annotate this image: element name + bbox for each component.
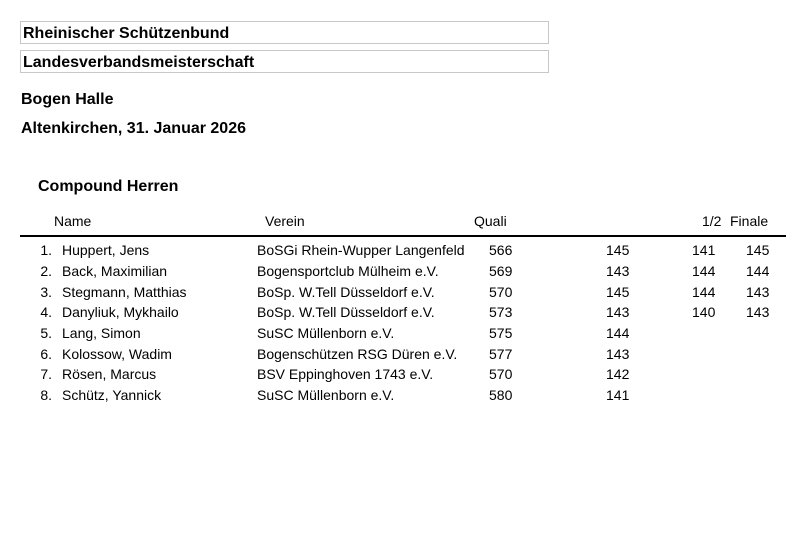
category-heading: Compound Herren	[38, 178, 179, 195]
round-score-cell: 145	[606, 284, 630, 300]
rank-cell: 1.	[40, 242, 52, 258]
column-header-club: Verein	[265, 213, 305, 229]
discipline-heading: Bogen Halle	[21, 91, 114, 108]
quali-cell: 575	[489, 325, 513, 341]
half-cell: 141	[692, 242, 716, 258]
place-date-heading: Altenkirchen, 31. Januar 2026	[21, 120, 246, 137]
column-header-quali: Quali	[474, 213, 507, 229]
round-score-cell: 141	[606, 387, 630, 403]
federation-title: Rheinischer Schützenbund	[20, 21, 549, 44]
final-cell: 144	[746, 263, 770, 279]
column-header-name: Name	[54, 213, 92, 229]
table-row	[0, 284, 800, 304]
name-cell: Lang, Simon	[62, 325, 141, 341]
name-cell: Danyliuk, Mykhailo	[62, 304, 179, 320]
table-row	[0, 325, 800, 345]
half-cell: 144	[692, 284, 716, 300]
quali-cell: 566	[489, 242, 513, 258]
half-cell: 144	[692, 263, 716, 279]
table-row	[0, 263, 800, 283]
club-cell: Bogensportclub Mülheim e.V.	[257, 263, 439, 279]
name-cell: Kolossow, Wadim	[62, 346, 172, 362]
round-score-cell: 145	[606, 242, 630, 258]
club-cell: Bogenschützen RSG Düren e.V.	[257, 346, 458, 362]
column-header-half: 1/2	[702, 213, 722, 229]
round-score-cell: 143	[606, 304, 630, 320]
name-cell: Huppert, Jens	[62, 242, 150, 258]
quali-cell: 580	[489, 387, 513, 403]
rank-cell: 2.	[40, 263, 52, 279]
half-cell: 140	[692, 304, 716, 320]
club-cell: SuSC Müllenborn e.V.	[257, 325, 395, 341]
table-row	[0, 304, 800, 324]
name-cell: Back, Maximilian	[62, 263, 168, 279]
table-row	[0, 366, 800, 386]
table-row	[0, 242, 800, 262]
table-row	[0, 387, 800, 407]
name-cell: Rösen, Marcus	[62, 366, 157, 382]
club-cell: SuSC Müllenborn e.V.	[257, 387, 395, 403]
final-cell: 145	[746, 242, 770, 258]
column-header-final: Finale	[730, 213, 769, 229]
round-score-cell: 144	[606, 325, 630, 341]
quali-cell: 573	[489, 304, 513, 320]
final-cell: 143	[746, 304, 770, 320]
club-cell: BoSGi Rhein-Wupper Langenfeld	[257, 242, 465, 258]
name-cell: Schütz, Yannick	[62, 387, 162, 403]
quali-cell: 569	[489, 263, 513, 279]
final-cell: 143	[746, 284, 770, 300]
rank-cell: 4.	[40, 304, 52, 320]
club-cell: BSV Eppinghoven 1743 e.V.	[257, 366, 434, 382]
club-cell: BoSp. W.Tell Düsseldorf e.V.	[257, 304, 435, 320]
championship-title: Landesverbandsmeisterschaft	[20, 50, 549, 73]
rank-cell: 8.	[40, 387, 52, 403]
name-cell: Stegmann, Matthias	[62, 284, 187, 300]
quali-cell: 577	[489, 346, 513, 362]
rank-cell: 6.	[40, 346, 52, 362]
round-score-cell: 143	[606, 263, 630, 279]
club-cell: BoSp. W.Tell Düsseldorf e.V.	[257, 284, 435, 300]
rank-cell: 5.	[40, 325, 52, 341]
rank-cell: 3.	[40, 284, 52, 300]
round-score-cell: 142	[606, 366, 630, 382]
quali-cell: 570	[489, 284, 513, 300]
table-row	[0, 346, 800, 366]
quali-cell: 570	[489, 366, 513, 382]
header-divider	[20, 235, 786, 237]
round-score-cell: 143	[606, 346, 630, 362]
rank-cell: 7.	[40, 366, 52, 382]
